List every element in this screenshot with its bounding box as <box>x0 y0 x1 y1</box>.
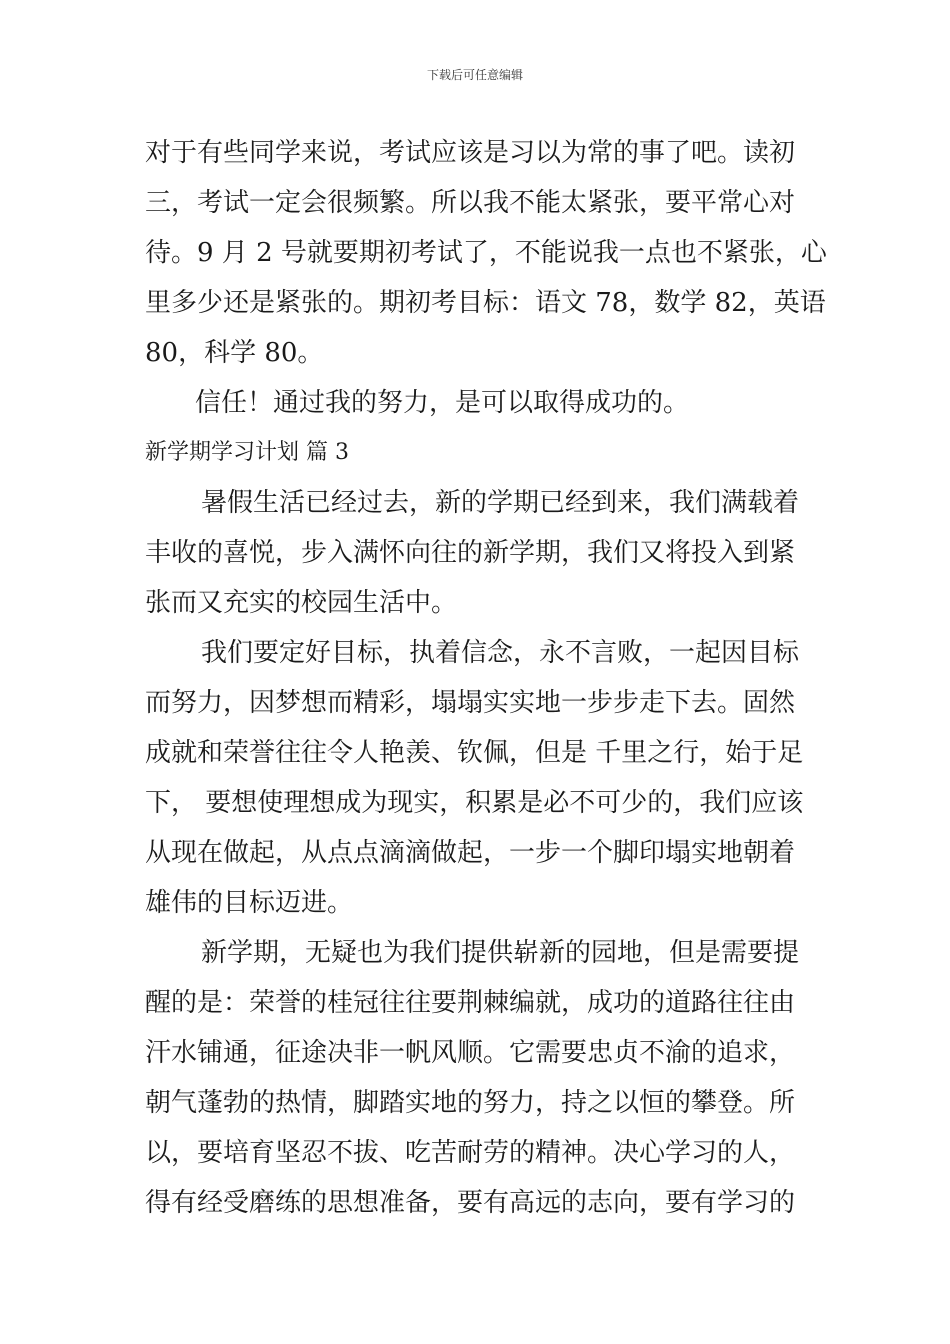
text-line: 醒的是：荣誉的桂冠往往要荆棘编就，成功的道路往往由 <box>145 988 796 1018</box>
text-line: 对于有些同学来说，考试应该是习以为常的事了吧。读初 <box>145 138 796 168</box>
page-header-note: 下载后可任意编辑 <box>426 68 523 82</box>
text-line: 雄伟的目标迈进。 <box>145 888 354 918</box>
text-line: 汗水铺通，征途决非一帆风顺。它需要忠贞不渝的追求， <box>145 1038 796 1068</box>
paragraph-perseverance <box>145 928 813 1228</box>
text-line: 新学期，无疑也为我们提供崭新的园地，但是需要提 <box>201 938 800 968</box>
text-line: 待。9 月 2 号就要期初考试了，不能说我一点也不紧张，心 <box>145 238 827 268</box>
text-line: 暑假生活已经过去，新的学期已经到来，我们满载着 <box>201 488 800 518</box>
document-body <box>145 128 827 1228</box>
text-line: 张而又充实的校园生活中。 <box>145 588 458 618</box>
paragraph-exam-goals <box>145 128 827 378</box>
text-line: 三，考试一定会很频繁。所以我不能太紧张，要平常心对 <box>145 188 796 218</box>
text-line: 信任！通过我的努力，是可以取得成功的。 <box>195 388 690 418</box>
paragraph-set-goals <box>145 628 813 928</box>
text-line: 我们要定好目标，执着信念，永不言败，一起因目标 <box>201 638 800 668</box>
text-line: 80，科学 80。 <box>145 338 324 368</box>
text-line: 丰收的喜悦，步入满怀向往的新学期，我们又将投入到紧 <box>145 538 796 568</box>
section-heading: 新学期学习计划 篇 3 <box>145 440 349 465</box>
text-line: 成就和荣誉往往令人艳羡、钦佩，但是 千里之行，始于足 <box>145 738 804 768</box>
text-line: 以，要培育坚忍不拔、吃苦耐劳的精神。决心学习的人， <box>145 1138 796 1168</box>
text-line: 得有经受磨练的思想准备，要有高远的志向，要有学习的 <box>145 1188 796 1218</box>
text-line: 朝气蓬勃的热情，脚踏实地的努力，持之以恒的攀登。所 <box>145 1088 796 1118</box>
paragraph-confidence <box>145 378 813 428</box>
text-line: 里多少还是紧张的。期初考目标：语文 78，数学 82，英语 <box>145 288 826 318</box>
text-line: 而努力，因梦想而精彩，塌塌实实地一步步走下去。固然 <box>145 688 796 718</box>
text-line: 下， 要想使理想成为现实，积累是必不可少的，我们应该 <box>145 788 804 818</box>
text-line: 从现在做起，从点点滴滴做起，一步一个脚印塌实地朝着 <box>145 838 796 868</box>
paragraph-new-semester <box>145 478 813 628</box>
